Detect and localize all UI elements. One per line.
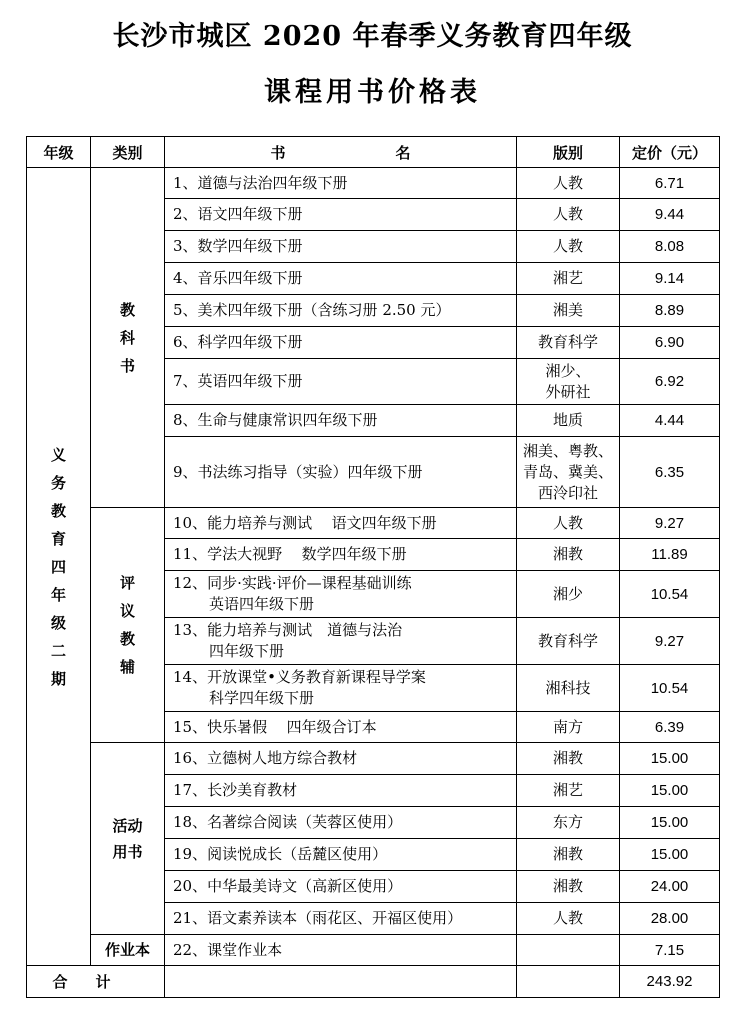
vertical-char: 科 [119, 328, 135, 347]
price: 10.54 [620, 571, 720, 618]
vertical-char: 级 [50, 613, 66, 632]
price: 15.00 [620, 743, 720, 775]
edition: 人教 [517, 199, 620, 231]
edition: 人教 [517, 168, 620, 199]
header-edition: 版别 [517, 137, 620, 168]
book-name-part: 语文四年级下册 [331, 513, 437, 532]
edition: 湘艺 [517, 775, 620, 807]
book-name: 6、科学四年级下册 [165, 327, 517, 359]
category-textbook [91, 168, 165, 508]
price: 9.27 [620, 618, 720, 665]
book-name: 7、英语四年级下册 [165, 359, 517, 405]
edition: 教育科学 [517, 618, 620, 665]
book-name: 2、语文四年级下册 [165, 199, 517, 231]
total-row [27, 966, 720, 998]
book-name [165, 539, 517, 571]
edition: 湘科技 [517, 665, 620, 712]
book-name: 20、中华最美诗文（高新区使用） [165, 871, 517, 903]
category-review-label [95, 569, 160, 681]
price: 8.08 [620, 231, 720, 263]
header-book-char-1: 书 [270, 143, 286, 162]
vertical-char: 二 [50, 641, 66, 660]
edition: 南方 [517, 712, 620, 743]
edition [517, 359, 620, 405]
page-title: 长沙市城区 2020 年春季义务教育四年级 [112, 21, 633, 52]
price: 6.90 [620, 327, 720, 359]
edition: 人教 [517, 903, 620, 935]
book-name-line: 13、能力培养与测试 道德与法治 [173, 621, 403, 639]
category-review [91, 508, 165, 743]
book-name: 19、阅读悦成长（岳麓区使用） [165, 839, 517, 871]
page-subtitle: 课程用书价格表 [264, 77, 481, 108]
edition-line: 外研社 [545, 382, 591, 401]
book-name-subline: 科学四年级下册 [209, 689, 315, 707]
price: 6.71 [620, 168, 720, 199]
edition: 湘教 [517, 839, 620, 871]
price: 6.92 [620, 359, 720, 405]
book-name: 4、音乐四年级下册 [165, 263, 517, 295]
vertical-char: 四 [50, 557, 66, 576]
table-row [27, 935, 720, 966]
edition: 湘教 [517, 871, 620, 903]
book-name-line: 14、开放课堂•义务教育新课程导学案 [173, 668, 426, 686]
book-name: 17、长沙美育教材 [165, 775, 517, 807]
price: 11.89 [620, 539, 720, 571]
price: 10.54 [620, 665, 720, 712]
category-activity-line: 用书 [112, 842, 143, 861]
book-name-part: 15、快乐暑假 [173, 717, 268, 736]
vertical-char: 辅 [119, 658, 135, 676]
edition [517, 935, 620, 966]
total-label: 合计 [27, 966, 165, 998]
vertical-char: 义 [50, 445, 66, 464]
book-name: 21、语文素养读本（雨花区、开福区使用） [165, 903, 517, 935]
price: 9.14 [620, 263, 720, 295]
book-name: 3、数学四年级下册 [165, 231, 517, 263]
edition: 湘教 [517, 539, 620, 571]
price: 6.39 [620, 712, 720, 743]
book-name: 1、道德与法治四年级下册 [165, 168, 517, 199]
price: 4.44 [620, 405, 720, 437]
edition: 湘少 [517, 571, 620, 618]
edition [517, 437, 620, 508]
vertical-char: 期 [50, 669, 66, 688]
edition: 东方 [517, 807, 620, 839]
book-name: 5、美术四年级下册（含练习册 2.50 元） [165, 295, 517, 327]
price: 9.27 [620, 508, 720, 539]
category-activity-line: 活动 [112, 816, 143, 835]
book-name [165, 712, 517, 743]
category-activity [91, 743, 165, 935]
edition-line: 青岛、冀美、 [522, 462, 613, 481]
edition-line: 西泠印社 [537, 483, 598, 502]
vertical-char: 年 [50, 585, 66, 604]
book-name-part: 四年级合订本 [286, 717, 377, 736]
price: 24.00 [620, 871, 720, 903]
header-grade: 年级 [27, 137, 91, 168]
book-name-subline: 英语四年级下册 [209, 595, 315, 613]
category-homework: 作业本 [91, 935, 165, 966]
price: 15.00 [620, 775, 720, 807]
edition: 教育科学 [517, 327, 620, 359]
vertical-char: 教 [119, 300, 135, 319]
category-textbook-label [95, 296, 160, 380]
header-book-char-2: 名 [395, 143, 411, 162]
book-name: 22、课堂作业本 [165, 935, 517, 966]
grade-cell [27, 168, 91, 966]
vertical-char: 教 [50, 501, 66, 520]
book-name-subline: 四年级下册 [209, 642, 285, 660]
price: 6.35 [620, 437, 720, 508]
price: 9.44 [620, 199, 720, 231]
edition: 地质 [517, 405, 620, 437]
vertical-char: 评 [119, 574, 135, 592]
vertical-char: 育 [50, 529, 66, 548]
edition: 湘艺 [517, 263, 620, 295]
vertical-char: 务 [50, 473, 66, 492]
header-book-name [165, 137, 517, 168]
book-name: 9、书法练习指导（实验）四年级下册 [165, 437, 517, 508]
book-name [165, 508, 517, 539]
grade-label [31, 441, 86, 693]
header-row [27, 137, 720, 168]
book-name-part: 数学四年级下册 [301, 545, 407, 563]
edition-line: 湘少、 [545, 361, 591, 380]
edition: 湘美 [517, 295, 620, 327]
price-table [26, 136, 720, 998]
price: 28.00 [620, 903, 720, 935]
book-name: 16、立德树人地方综合教材 [165, 743, 517, 775]
book-name: 8、生命与健康常识四年级下册 [165, 405, 517, 437]
vertical-char: 书 [119, 356, 135, 375]
total-empty-edition [517, 966, 620, 998]
price: 7.15 [620, 935, 720, 966]
total-empty-book [165, 966, 517, 998]
book-name-part: 11、学法大视野 [173, 545, 283, 563]
table-row [27, 508, 720, 539]
header-price: 定价（元） [620, 137, 720, 168]
table-row [27, 168, 720, 199]
book-name [165, 618, 517, 665]
vertical-char: 议 [119, 602, 135, 620]
vertical-char: 教 [119, 630, 135, 648]
total-value: 243.92 [620, 966, 720, 998]
price: 15.00 [620, 807, 720, 839]
edition-line: 湘美、粤教、 [522, 441, 613, 460]
header-category: 类别 [91, 137, 165, 168]
book-name: 18、名著综合阅读（芙蓉区使用） [165, 807, 517, 839]
book-name [165, 665, 517, 712]
edition: 湘教 [517, 743, 620, 775]
price: 15.00 [620, 839, 720, 871]
book-name [165, 571, 517, 618]
table-row [27, 743, 720, 775]
edition: 人教 [517, 231, 620, 263]
book-name-part: 10、能力培养与测试 [173, 513, 313, 532]
edition: 人教 [517, 508, 620, 539]
price: 8.89 [620, 295, 720, 327]
book-name-line: 12、同步·实践·评价—课程基础训练 [173, 574, 412, 592]
